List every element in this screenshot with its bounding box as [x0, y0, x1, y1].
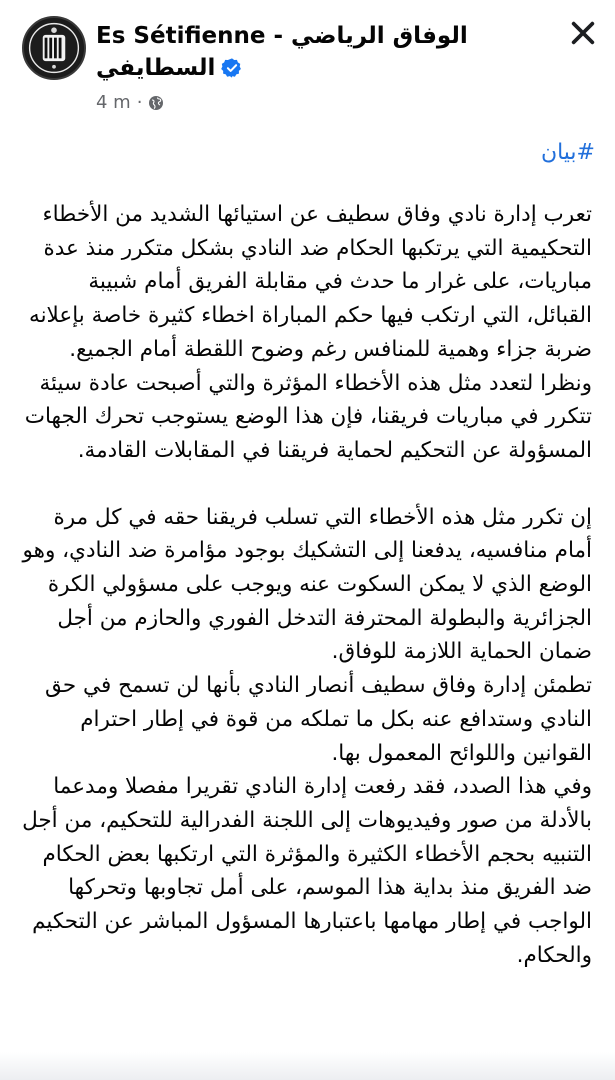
post-body [22, 198, 592, 972]
post-meta [96, 92, 164, 113]
post-paragraph: إن تكرر مثل هذه الأخطاء التي تسلب فريقنا حقه في كل مرة أمام منافسيه، يدفعنا إلى التشكيك بوجود مؤامرة ضد النادي، وهو الوضع الذي لا يمكن السكوت عنه ويوجب على مسؤولي الكرة الجزائرية والبطولة المحترفة التدخل الفوري والحازم من أجل ضمان الحماية اللازمة للوفاق. تطمئن إدارة وفاق سطيف أنصار النادي بأنها لن تسمح في حق النادي وستدافع عنه بكل ما تملكه من قوة في إطار احترام القوانين واللوائح المعمول بها. وفي هذا الصدد، فقد رفعت إدارة النادي تقريرا مفصلا ومدعما بالأدلة من صور وفيديوهات إلى اللجنة الفدرالية للتحكيم، من أجل التنبيه بحجم الأخطاء الكثيرة والمؤثرة التي ارتكبها بعض الحكام ضد الفريق منذ بداية هذا الموسم، على أمل تجاوبها وتحركها الواجب في إطار مهامها باعتبارها المسؤول المباشر عن التحكيم والحكام. [22, 504, 592, 968]
page-name-text[interactable]: Es Sétifienne - الوفاق الرياضي السطايفي [96, 23, 468, 81]
separator-dot: · [136, 92, 143, 113]
close-button[interactable] [564, 14, 602, 52]
content-edge [0, 1052, 615, 1080]
close-icon [569, 19, 597, 47]
post-timestamp[interactable]: 4 m [96, 92, 131, 113]
page-name[interactable] [96, 20, 556, 84]
verified-badge-icon [221, 56, 243, 78]
club-logo-icon [24, 18, 84, 78]
post-paragraph: تعرب إدارة نادي وفاق سطيف عن استيائها الشديد من الأخطاء التحكيمية التي يرتكبها الحكام ضد النادي بشكل متكرر منذ عدة مباريات، على غرار ما حدث في مقابلة الفريق أمام شبيبة القبائل، التي ارتكب فيها حكم المباراة اخطاء كثيرة خاصة بإعلانه ضربة جزاء وهمية للمنافس رغم وضوح اللقطة أمام الجميع. ونظرا لتعدد مثل هذه الأخطاء المؤثرة والتي أصبحت عادة سيئة تتكرر في مباريات فريقنا، فإن هذا الوضع يستوجب تحرك الجهات المسؤولة عن التحكيم لحماية فريقنا في المقابلات القادمة. [24, 202, 592, 463]
globe-icon[interactable] [148, 95, 164, 111]
hashtag-link[interactable]: #بيان [540, 140, 595, 165]
page-avatar[interactable] [22, 16, 86, 80]
post-header [0, 0, 615, 130]
